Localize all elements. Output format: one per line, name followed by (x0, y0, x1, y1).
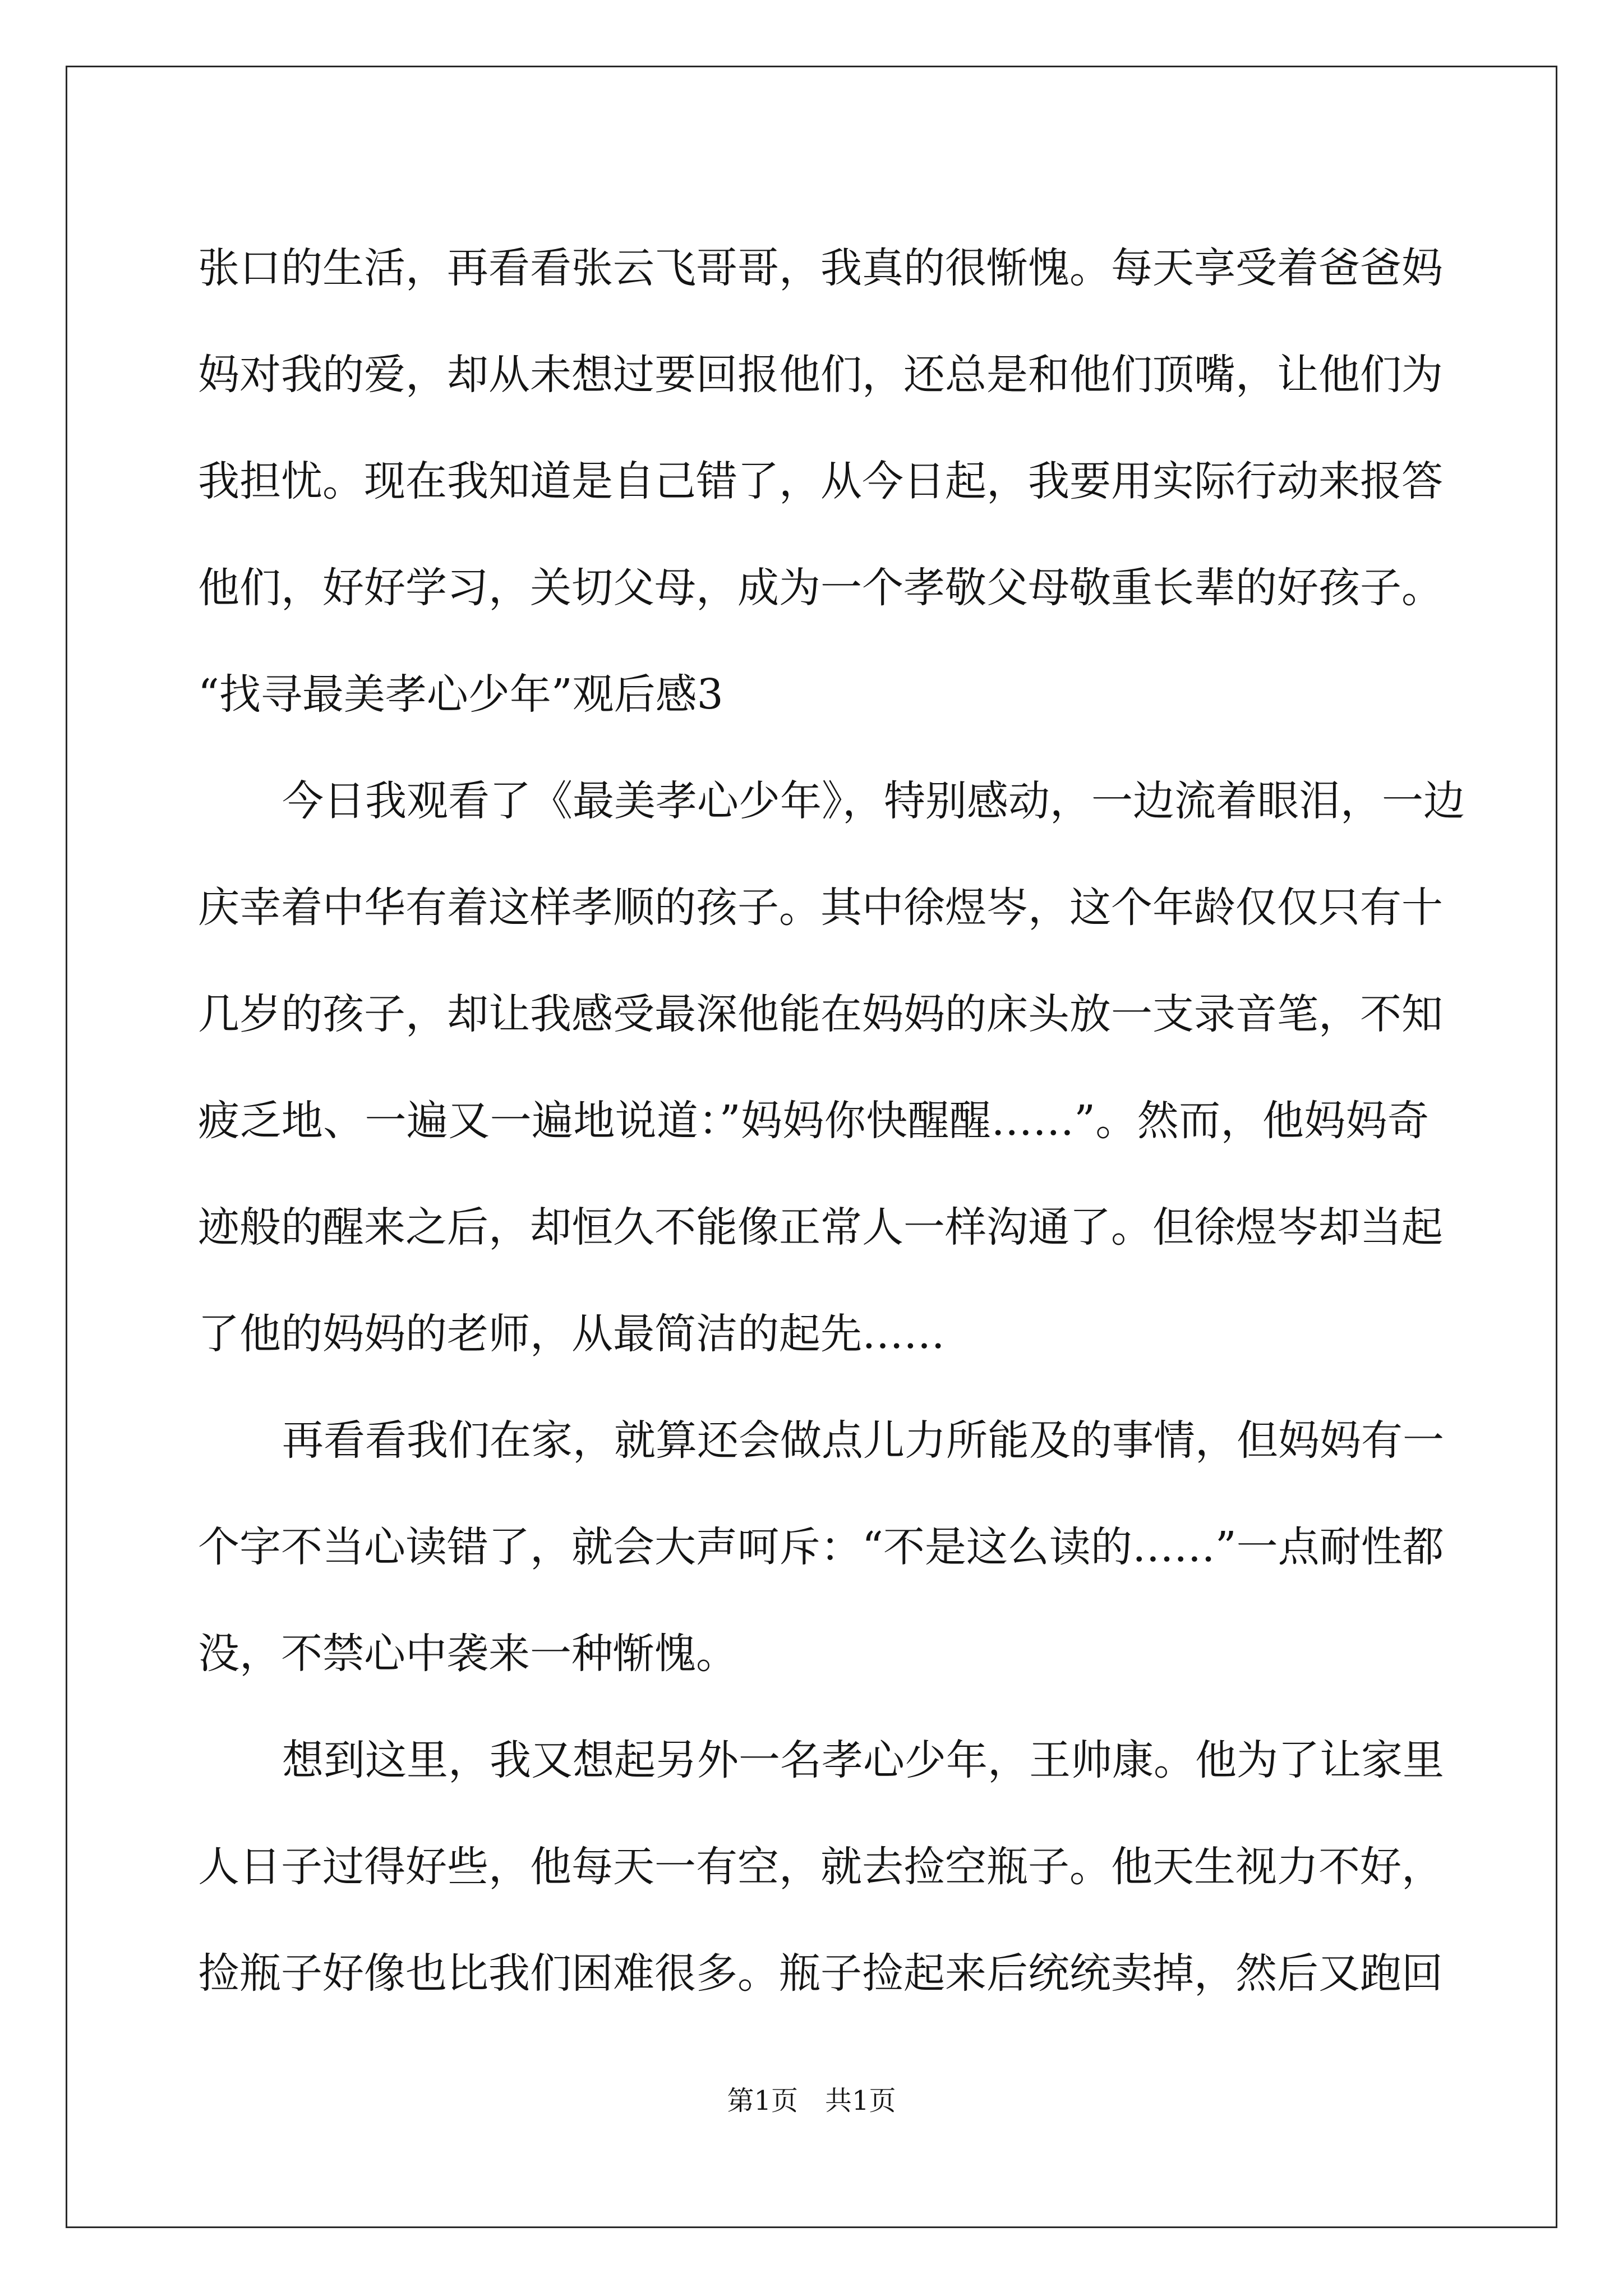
text-line: 想到这里，我又想起另外一名孝心少年，王帅康。他为了让家里 (282, 1736, 1444, 1784)
text-line: 个字不当心读错了，就会大声呵斥：“不是这么读的……”一点耐性都 (198, 1523, 1444, 1571)
text-line: 几岁的孩子，却让我感受最深他能在妈妈的床头放一支录音笔，不知 (198, 990, 1443, 1038)
page-footer: 第1页 共1页 (727, 2085, 896, 2116)
section-heading: “找寻最美孝心少年”观后感3 (198, 670, 723, 719)
text-line: 人日子过得好些，他每天一有空，就去捡空瓶子。他天生视力不好， (198, 1843, 1443, 1891)
text-line: 庆幸着中华有着这样孝顺的孩子。其中徐煜岑，这个年龄仅仅只有十 (198, 884, 1443, 932)
text-line: 张口的生活，再看看张云飞哥哥，我真的很惭愧。每天享受着爸爸妈 (198, 244, 1443, 292)
text-line: 捡瓶子好像也比我们困难很多。瓶子捡起来后统统卖掉，然后又跑回 (198, 1949, 1443, 1998)
text-line: 没，不禁心中袭来一种惭愧。 (198, 1630, 737, 1678)
text-line: 他们，好好学习，关切父母，成为一个孝敬父母敬重长辈的好孩子。 (198, 564, 1443, 612)
text-line: 妈对我的爱，却从未想过要回报他们，还总是和他们顶嘴，让他们为 (198, 351, 1443, 399)
text-line: 今日我观看了《最美孝心少年》，特别感动，一边流着眼泪，一边 (282, 777, 1465, 825)
document-body (198, 215, 1465, 2027)
text-line: 迹般的醒来之后，却恒久不能像正常人一样沟通了。但徐煜岑却当起 (198, 1203, 1443, 1251)
text-line: 再看看我们在家，就算还会做点儿力所能及的事情，但妈妈有一 (282, 1416, 1444, 1465)
text-line: 疲乏地、一遍又一遍地说道：”妈妈你快醒醒……”。然而，他妈妈奇 (198, 1097, 1429, 1145)
text-line: 了他的妈妈的老师，从最简洁的起先…… (198, 1310, 945, 1358)
text-line: 我担忧。现在我知道是自己错了，从今日起，我要用实际行动来报答 (198, 457, 1443, 505)
